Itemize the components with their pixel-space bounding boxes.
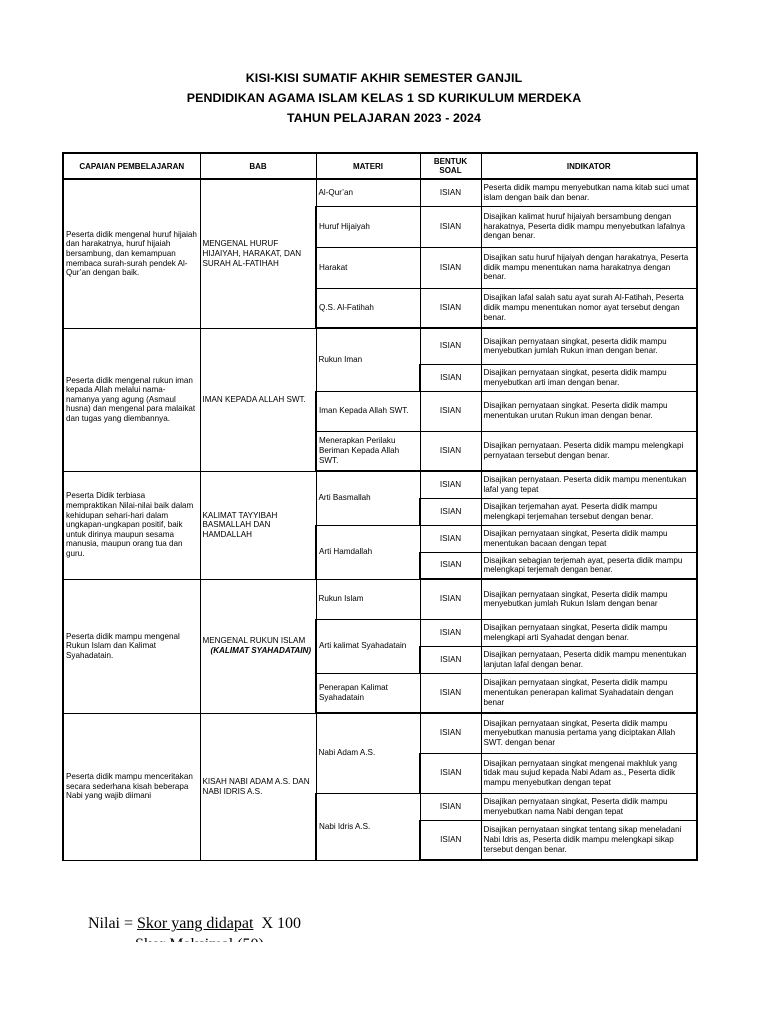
bab-cell: IMAN KEPADA ALLAH SWT.: [200, 328, 316, 471]
indikator-cell: Disajikan pernyataan. Peserta didik mampu melengkapi pernyataan tersebut dengan benar.: [481, 431, 697, 471]
indikator-cell: Disajikan terjemahan ayat. Peserta didik mampu melengkapi terjemahan tersebut dengan benar.: [481, 498, 697, 525]
indikator-cell: Disajikan pernyataan, Peserta didik mampu menentukan lanjutan lafal dengan benar.: [481, 646, 697, 673]
header-bab: BAB: [200, 153, 316, 179]
bab-cell: [200, 579, 316, 713]
bab-cell: KALIMAT TAYYIBAH BASMALLAH DAN HAMDALLAH: [200, 471, 316, 579]
capaian-cell: Peserta didik mampu mengenal Rukun Islam dan Kalimat Syahadatain.: [63, 579, 200, 713]
formula-line: [88, 914, 301, 934]
bab-cell: MENGENAL HURUF HIJAIYAH, HARAKAT, DAN SURAH AL-FATIHAH: [200, 179, 316, 328]
indikator-cell: Disajikan pernyataan. Peserta didik mampu menentukan lafal yang tepat: [481, 471, 697, 498]
bentuk-soal-cell: ISIAN: [420, 552, 481, 579]
document-title: [0, 68, 768, 128]
materi-cell: Al-Qur’an: [316, 179, 420, 206]
indikator-cell: Disajikan kalimat huruf hijaiyah bersambung dengan harakatnya, Peserta didik mampu menyebutkan lafalnya dengan benar.: [481, 206, 697, 247]
indikator-cell: Disajikan pernyataan singkat, Peserta didik mampu melengkapi arti Syahadat dengan benar.: [481, 619, 697, 646]
bentuk-soal-cell: ISIAN: [420, 206, 481, 247]
bentuk-soal-cell: ISIAN: [420, 753, 481, 793]
bentuk-soal-cell: ISIAN: [420, 579, 481, 619]
bentuk-soal-cell: ISIAN: [420, 498, 481, 525]
indikator-cell: Disajikan pernyataan singkat, Peserta didik mampu menyebutkan jumlah Rukun Islam dengan benar: [481, 579, 697, 619]
bentuk-soal-cell: ISIAN: [420, 713, 481, 753]
bab-subtitle: (KALIMAT SYAHADATAIN): [210, 646, 312, 655]
header-capaian: CAPAIAN PEMBELAJARAN: [63, 153, 200, 179]
indikator-cell: Disajikan pernyataan singkat mengenai makhluk yang tidak mau sujud kepada Nabi Adam as., Peserta didik mampu menyebutkan dengan tepat: [481, 753, 697, 793]
bentuk-soal-cell: ISIAN: [420, 391, 481, 431]
indikator-cell: Disajikan pernyataan singkat, Peserta didik mampu menentukan penerapan kalimat Syahadatain dengan benar: [481, 673, 697, 713]
bentuk-soal-cell: ISIAN: [420, 525, 481, 552]
header-bentuk-soal: BENTUK SOAL: [420, 153, 481, 179]
table-row: [63, 471, 697, 498]
table-header-row: [63, 153, 697, 179]
bab-title: MENGENAL RUKUN ISLAM: [202, 636, 306, 646]
table-row: [63, 713, 697, 753]
kisi-kisi-table: [62, 152, 698, 861]
bentuk-soal-cell: ISIAN: [420, 619, 481, 646]
table-row: [63, 179, 697, 206]
materi-cell: Huruf Hijaiyah: [316, 206, 420, 247]
materi-cell: Rukun Iman: [316, 328, 420, 391]
materi-cell: Nabi Idris A.S.: [316, 793, 420, 860]
materi-cell: Arti kalimat Syahadatain: [316, 619, 420, 673]
materi-cell: Penerapan Kalimat Syahadatain: [316, 673, 420, 713]
indikator-cell: Disajikan pernyataan singkat. Peserta didik mampu menentukan urutan Rukun iman dengan benar.: [481, 391, 697, 431]
formula-numerator: Skor yang didapat: [137, 915, 254, 932]
bentuk-soal-cell: ISIAN: [420, 820, 481, 860]
indikator-cell: Disajikan pernyataan singkat, peserta didik mampu menyebutkan jumlah Rukun iman dengan benar.: [481, 328, 697, 364]
indikator-cell: Disajikan pernyataan singkat, Peserta didik mampu menentukan bacaan dengan tepat: [481, 525, 697, 552]
materi-cell: Iman Kepada Allah SWT.: [316, 391, 420, 431]
materi-cell: Arti Basmallah: [316, 471, 420, 525]
capaian-cell: Peserta didik mengenal huruf hijaiah dan harakatnya, huruf hijaiah bersambung, dan kemampuan membaca surah-surah pendek Al-Qur’an dengan baik.: [63, 179, 200, 328]
bentuk-soal-cell: ISIAN: [420, 673, 481, 713]
formula-prefix: Nilai =: [88, 915, 138, 932]
table-row: [63, 328, 697, 364]
bentuk-soal-cell: ISIAN: [420, 328, 481, 364]
formula-multiplier: X 100: [261, 915, 301, 932]
table-row: [63, 579, 697, 619]
materi-cell: Menerapkan Perilaku Beriman Kepada Allah SWT.: [316, 431, 420, 471]
bentuk-soal-cell: ISIAN: [420, 646, 481, 673]
capaian-cell: Peserta Didik terbiasa mempraktikan Nilai-nilai baik dalam kehidupan sehari-hari dalam ungkapan-ungkapan positif, baik untuk dirinya maupun sesama manusia, maupun orang tua dan guru.: [63, 471, 200, 579]
bentuk-soal-cell: ISIAN: [420, 471, 481, 498]
header-materi: MATERI: [316, 153, 420, 179]
page-cutoff: [0, 942, 768, 1024]
score-formula: [88, 914, 301, 934]
title-line-2: PENDIDIKAN AGAMA ISLAM KELAS 1 SD KURIKULUM MERDEKA: [186, 91, 582, 105]
indikator-cell: Disajikan pernyataan singkat, Peserta didik mampu menyebutkan nama Nabi dengan tepat: [481, 793, 697, 820]
title-line-1: KISI-KISI SUMATIF AKHIR SEMESTER GANJIL: [245, 71, 523, 85]
bentuk-soal-cell: ISIAN: [420, 247, 481, 288]
capaian-cell: Peserta didik mengenal rukun iman kepada Allah melalui nama-namanya yang agung (Asmaul husna) dan mengenal para malaikat dan tugas yang diembannya.: [63, 328, 200, 471]
materi-cell: Nabi Adam A.S.: [316, 713, 420, 793]
bentuk-soal-cell: ISIAN: [420, 364, 481, 391]
materi-cell: Arti Hamdallah: [316, 525, 420, 579]
bentuk-soal-cell: ISIAN: [420, 431, 481, 471]
indikator-cell: Disajikan pernyataan singkat, peserta didik mampu menyebutkan arti iman dengan benar.: [481, 364, 697, 391]
materi-cell: Rukun Islam: [316, 579, 420, 619]
bentuk-soal-cell: ISIAN: [420, 288, 481, 328]
title-line-3: TAHUN PELAJARAN 2023 - 2024: [287, 111, 481, 125]
materi-cell: Q.S. Al-Fatihah: [316, 288, 420, 328]
header-indikator: INDIKATOR: [481, 153, 697, 179]
bab-cell: KISAH NABI ADAM A.S. DAN NABI IDRIS A.S.: [200, 713, 316, 860]
indikator-cell: Disajikan satu huruf hijaiyah dengan harakatnya, Peserta didik mampu menentukan nama harakatnya dengan benar.: [481, 247, 697, 288]
capaian-cell: Peserta didik mampu menceritakan secara sederhana kisah beberapa Nabi yang wajib diimani: [63, 713, 200, 860]
indikator-cell: Disajikan pernyataan singkat, Peserta didik mampu menyebutkan manusia pertama yang diciptakan Allah SWT. dengan benar: [481, 713, 697, 753]
bentuk-soal-cell: ISIAN: [420, 793, 481, 820]
bentuk-soal-cell: ISIAN: [420, 179, 481, 206]
indikator-cell: Disajikan pernyataan singkat tentang sikap meneladani Nabi Idris as, Peserta didik mampu melengkapi sikap tersebut dengan benar.: [481, 820, 697, 860]
materi-cell: Harakat: [316, 247, 420, 288]
indikator-cell: Disajikan sebagian terjemah ayat, peserta didik mampu melengkapi terjemah dengan benar.: [481, 552, 697, 579]
indikator-cell: Peserta didik mampu menyebutkan nama kitab suci umat islam dengan baik dan benar.: [481, 179, 697, 206]
indikator-cell: Disajikan lafal salah satu ayat surah Al-Fatihah, Peserta didik mampu menentukan nomor ayat tersebut dengan benar.: [481, 288, 697, 328]
